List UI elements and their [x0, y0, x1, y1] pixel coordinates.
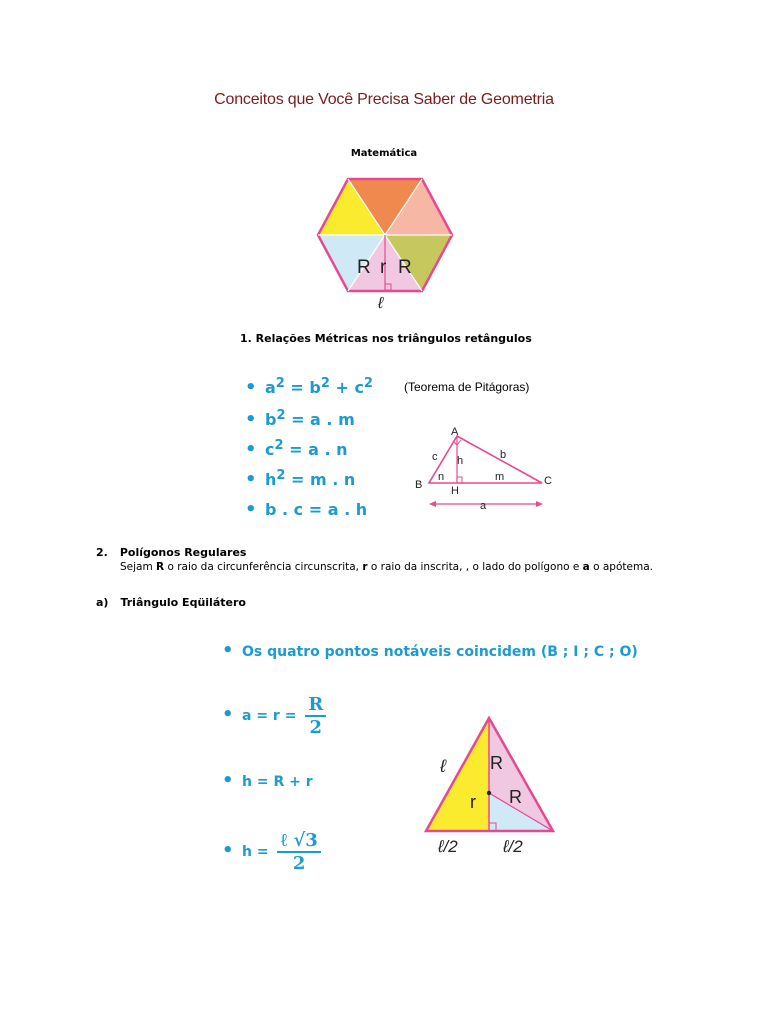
- sectionA-heading: a) Triângulo Eqüilátero: [96, 596, 246, 609]
- formula-b2: • $b^2 = a$ . m: [245, 408, 355, 430]
- section2-heading: 2. Polígonos Regulares: [96, 546, 247, 559]
- bullet-apothem: • a = r = $\frac{R}{2}$: [222, 694, 326, 738]
- hex-label-r: r: [380, 257, 387, 278]
- eq-label-R-mid: R: [509, 787, 522, 807]
- tri-label-h: h: [457, 455, 464, 467]
- bullet-height-formula: • h = $\frac{\text{ℓ √3}}{2}$: [222, 830, 321, 874]
- pythagoras-caption: (Teorema de Pitágoras): [404, 380, 530, 394]
- tri-label-b: b: [500, 449, 507, 461]
- tri-label-A: A: [451, 426, 459, 438]
- section1-heading: 1. Relações Métricas nos triângulos retângulos: [240, 332, 532, 345]
- formula-h2: • $h^2 = m$ . n: [245, 468, 356, 490]
- eq-label-half-left: ℓ/2: [438, 837, 458, 856]
- equilateral-triangle-figure: [410, 712, 570, 862]
- subject-label: Matemática: [350, 148, 418, 159]
- tri-label-H: H: [451, 485, 459, 497]
- formula-pythagoras: • $a^2 = b^2 + c^2$: [245, 376, 373, 398]
- bullet-notable-points: • Os quatro pontos notáveis coincidem (B ; I ; C ; O): [222, 640, 638, 661]
- hex-label-side: ℓ: [378, 295, 384, 312]
- hexagon-figure: [310, 170, 460, 315]
- section2-text: Sejam R o raio da circunferência circunscrita, r o raio da inscrita, , o lado do polígono e a o apótema.: [120, 561, 653, 573]
- right-triangle-figure: [410, 420, 560, 515]
- hex-label-R-left: R: [357, 257, 371, 278]
- eq-label-r: r: [470, 792, 476, 812]
- page-title: Conceitos que Você Precisa Saber de Geometria: [214, 91, 554, 108]
- tri-label-n: n: [438, 471, 445, 483]
- tri-label-B: B: [415, 479, 423, 491]
- tri-label-c: c: [432, 451, 438, 463]
- tri-label-m: m: [495, 471, 505, 483]
- eq-label-R-top: R: [490, 753, 503, 773]
- formula-c2: • $c^2 = a$ . n: [245, 438, 348, 460]
- eq-label-l: ℓ: [440, 756, 446, 776]
- bullet-height-sum: • h = R + r: [222, 770, 313, 791]
- tri-label-a: a: [480, 500, 487, 512]
- formula-bc: • b . c = a . h: [245, 499, 368, 520]
- tri-label-C: C: [544, 475, 552, 487]
- hex-label-R-right: R: [398, 257, 412, 278]
- eq-label-half-right: ℓ/2: [503, 837, 523, 856]
